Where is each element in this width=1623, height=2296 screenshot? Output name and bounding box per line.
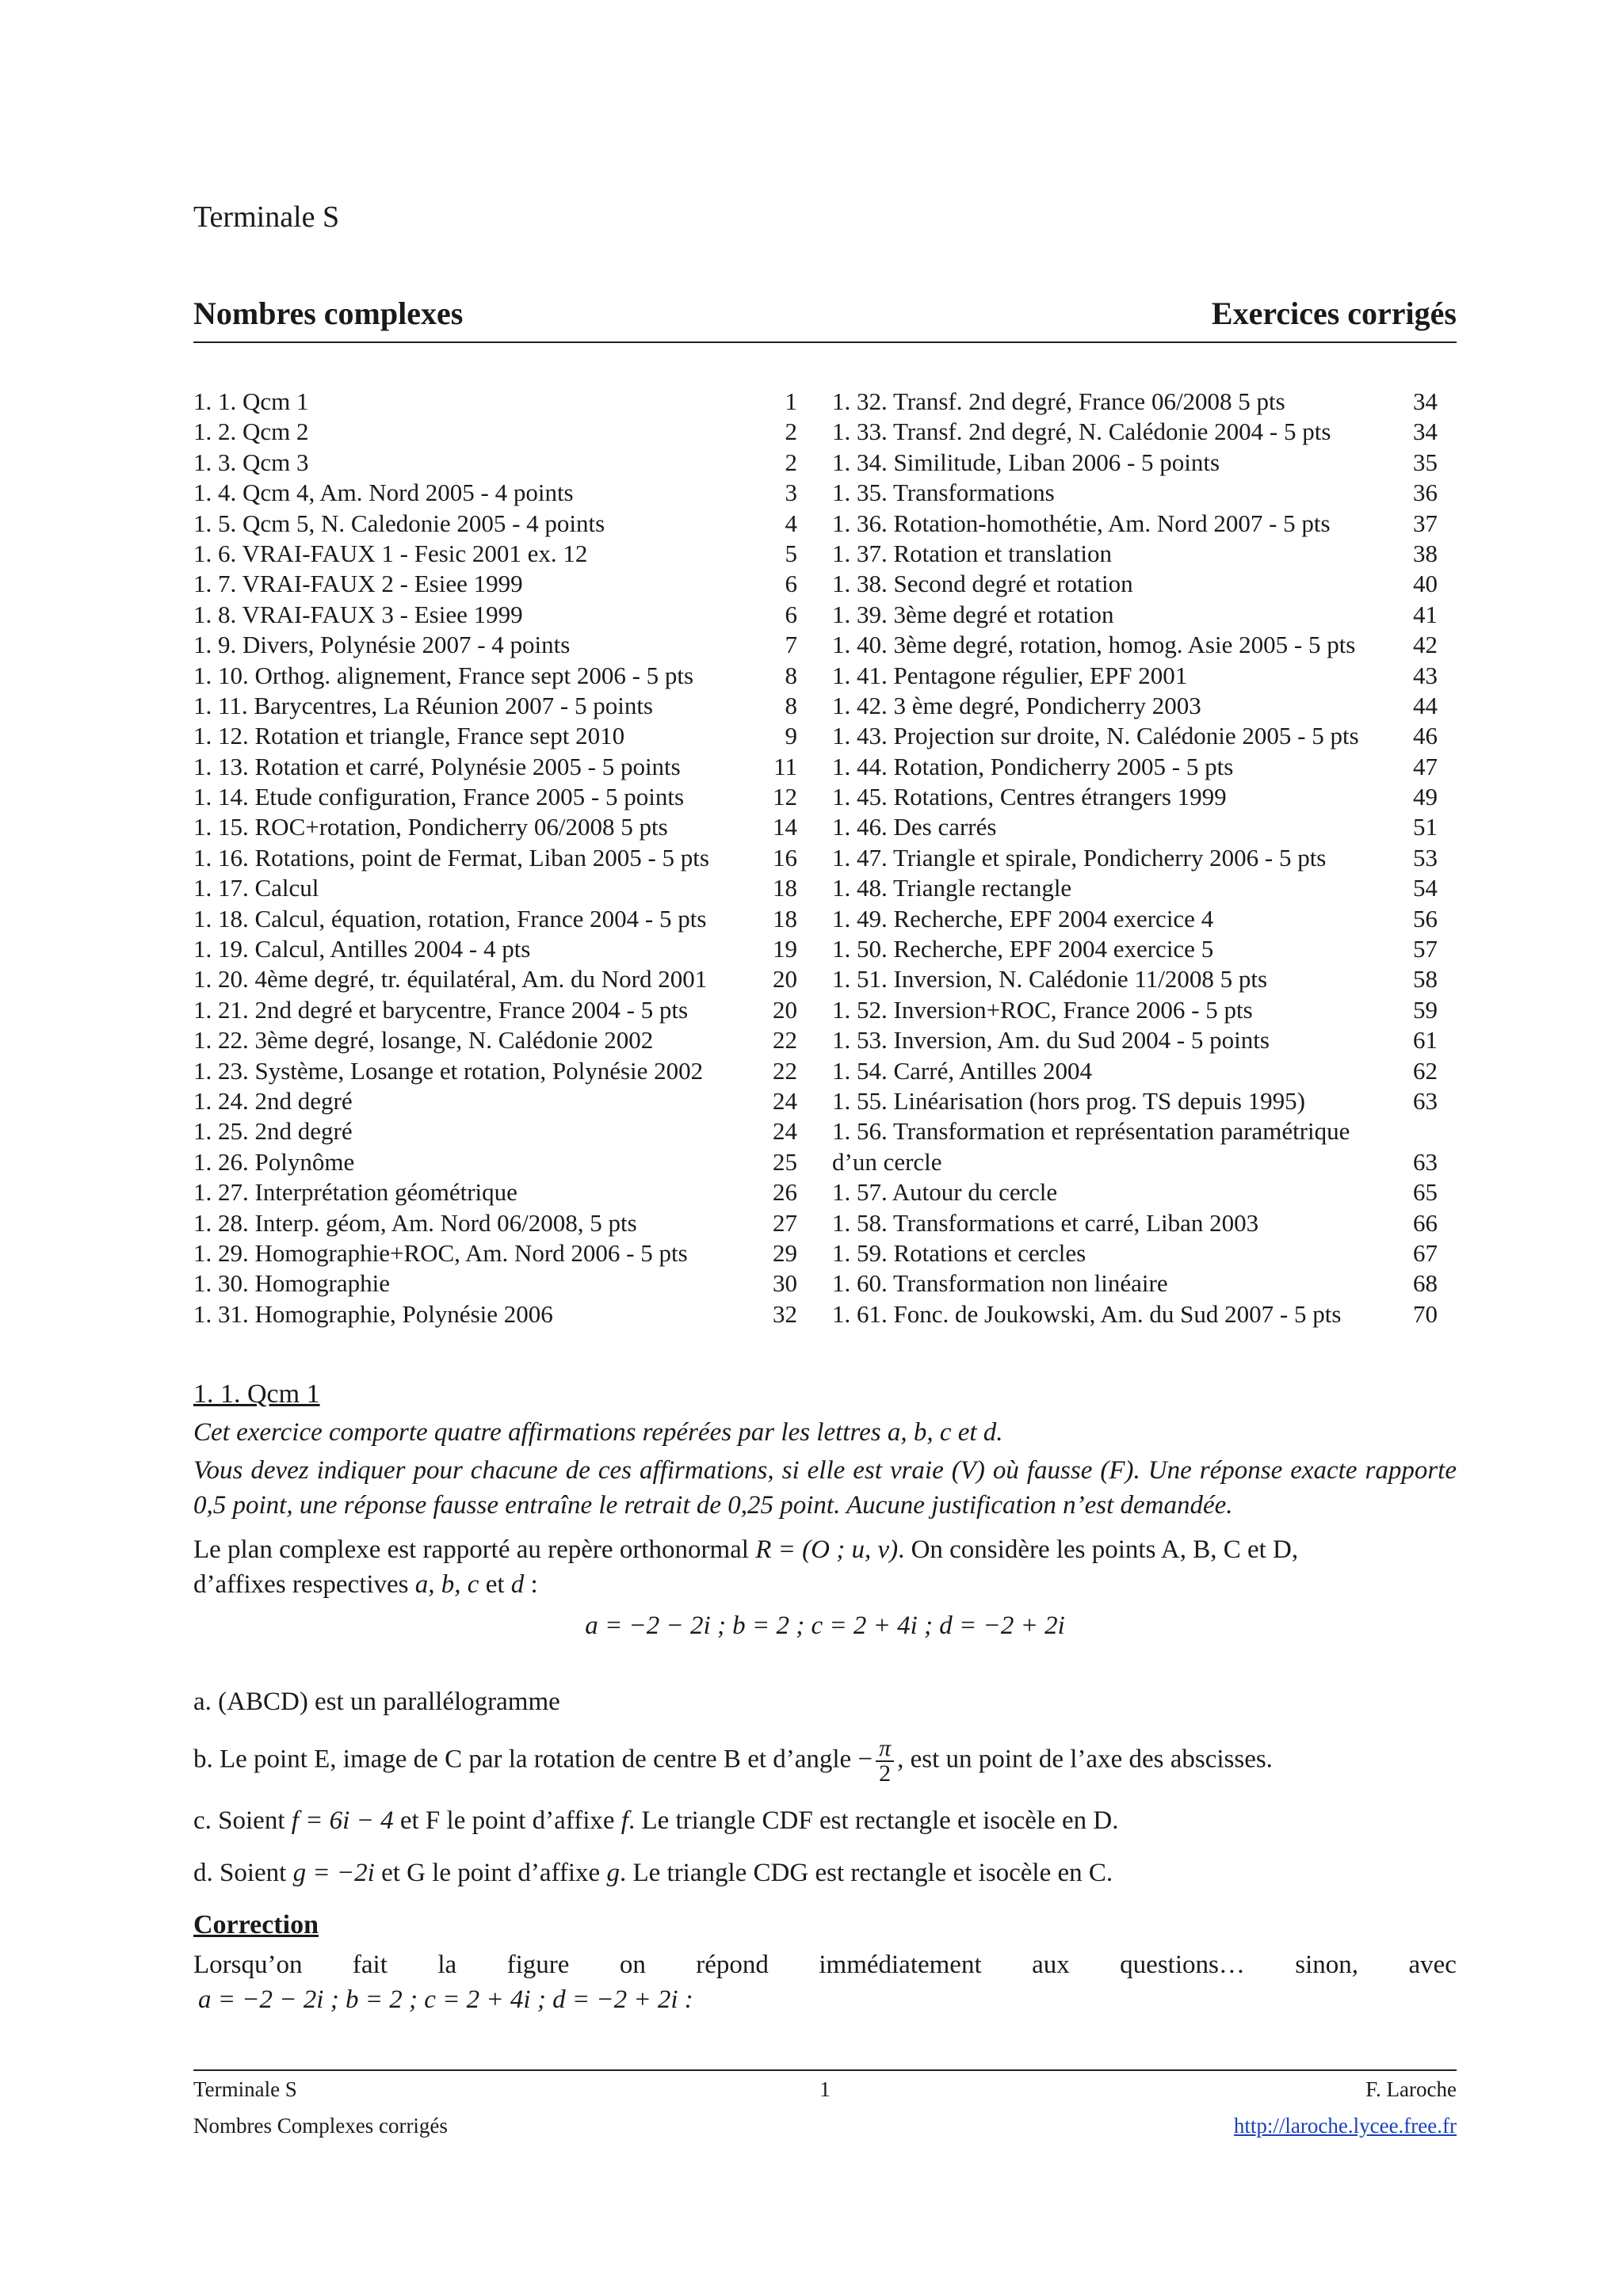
- correction-paragraph: [193, 1947, 1457, 1982]
- toc-entry-label: 1. 42. 3 ème degré, Pondicherry 2003: [832, 691, 1201, 719]
- toc-entry-page: 70: [1413, 1299, 1438, 1328]
- toc-entry[interactable]: [193, 539, 797, 569]
- toc-entry-page: 54: [1413, 874, 1438, 902]
- correction-word: avec: [1408, 1951, 1457, 1979]
- toc-entry-page: 40: [1413, 570, 1438, 598]
- toc-entry-label: 1. 60. Transformation non linéaire: [832, 1269, 1168, 1298]
- toc-entry-label: 1. 35. Transformations: [832, 479, 1055, 507]
- toc-entry[interactable]: [193, 661, 797, 691]
- toc-entry[interactable]: [193, 873, 797, 903]
- section-title: 1. 1. Qcm 1: [193, 1379, 320, 1409]
- toc-entry[interactable]: [193, 630, 797, 660]
- toc-entry[interactable]: [832, 448, 1438, 478]
- toc-entry[interactable]: [193, 387, 797, 417]
- toc-entry-label: 1. 48. Triangle rectangle: [832, 874, 1072, 902]
- correction-equation: a = −2 − 2i ; b = 2 ; c = 2 + 4i ; d = −2 + 2i :: [198, 1985, 693, 2014]
- toc-entry-label: 1. 58. Transformations et carré, Liban 2003: [832, 1208, 1259, 1237]
- page-footer: [193, 2069, 1457, 2144]
- toc-entry-label: 1. 44. Rotation, Pondicherry 2005 - 5 pts: [832, 752, 1234, 780]
- toc-entry-page: 35: [1413, 448, 1438, 476]
- question-c-text: c. Soient: [193, 1806, 285, 1835]
- toc-entry-page: 68: [1413, 1269, 1438, 1298]
- toc-entry-label: 1. 36. Rotation-homothétie, Am. Nord 2007 - 5 pts: [832, 509, 1331, 537]
- toc-entry-page: 32: [773, 1299, 797, 1328]
- toc-entry-page: 7: [785, 631, 797, 659]
- toc-entry[interactable]: [193, 1238, 797, 1268]
- toc-entry[interactable]: [193, 478, 797, 508]
- question-d-text: d. Soient: [193, 1859, 287, 1887]
- toc-entry-label: 1. 18. Calcul, équation, rotation, France 2004 - 5 pts: [193, 904, 707, 933]
- toc-entry[interactable]: [193, 904, 797, 934]
- plan-text-3: d’affixes respectives: [193, 1570, 409, 1599]
- toc-entry-page: 49: [1413, 783, 1438, 811]
- toc-entry-page: 56: [1413, 904, 1438, 933]
- question-c-text-3: . Le triangle CDF est rectangle et isocèle en D.: [628, 1806, 1119, 1835]
- toc-entry-label: 1. 27. Interprétation géométrique: [193, 1178, 517, 1207]
- toc-entry-label: 1. 9. Divers, Polynésie 2007 - 4 points: [193, 631, 571, 659]
- website-link[interactable]: http://laroche.lycee.free.fr: [1233, 2114, 1457, 2138]
- toc-entry-label: 1. 40. 3ème degré, rotation, homog. Asie 2005 - 5 pts: [832, 631, 1356, 659]
- toc-entry[interactable]: [832, 843, 1438, 873]
- toc-entry-label: 1. 12. Rotation et triangle, France sept 2010: [193, 722, 625, 750]
- toc-entry-label: 1. 45. Rotations, Centres étrangers 1999: [832, 783, 1227, 811]
- toc-entry-page: 14: [773, 813, 797, 841]
- toc-entry-page: 47: [1413, 752, 1438, 780]
- toc-entry[interactable]: [832, 1056, 1438, 1086]
- toc-entry[interactable]: [832, 1147, 1438, 1177]
- toc-entry-page: 43: [1413, 661, 1438, 689]
- toc-entry-label: 1. 61. Fonc. de Joukowski, Am. du Sud 2007 - 5 pts: [832, 1299, 1342, 1328]
- toc-entry-page: 57: [1413, 935, 1438, 963]
- toc-entry-page: 46: [1413, 722, 1438, 750]
- toc-entry[interactable]: [193, 1025, 797, 1055]
- toc-entry[interactable]: [832, 478, 1438, 508]
- toc-entry-page: 11: [773, 752, 797, 780]
- correction-word: on: [619, 1951, 646, 1979]
- toc-entry-page: 59: [1413, 995, 1438, 1024]
- toc-entry[interactable]: [832, 1177, 1438, 1207]
- footer-row-2: [193, 2107, 1457, 2144]
- correction-word: aux: [1032, 1951, 1070, 1979]
- question-b: [193, 1737, 1457, 1786]
- toc-entry-label: 1. 57. Autour du cercle: [832, 1178, 1058, 1207]
- toc-entry-label: 1. 51. Inversion, N. Calédonie 11/2008 5 pts: [832, 965, 1268, 994]
- toc-entry[interactable]: [193, 509, 797, 539]
- toc-entry-label: 1. 23. Système, Losange et rotation, Polynésie 2002: [193, 1056, 704, 1085]
- course-label: Terminale S: [193, 200, 340, 234]
- toc-entry-page: 53: [1413, 843, 1438, 871]
- toc-entry-page: [1414, 1116, 1438, 1146]
- toc-entry-label: 1. 11. Barycentres, La Réunion 2007 - 5 points: [193, 691, 653, 719]
- toc-entry-label: d’un cercle: [832, 1147, 942, 1176]
- toc-entry[interactable]: [832, 1116, 1438, 1146]
- toc-entry-label: 1. 10. Orthog. alignement, France sept 2006 - 5 pts: [193, 661, 694, 689]
- toc-entry-label: 1. 53. Inversion, Am. du Sud 2004 - 5 points: [832, 1026, 1270, 1055]
- toc-entry-label: 1. 49. Recherche, EPF 2004 exercice 4: [832, 904, 1214, 933]
- toc-entry-page: 34: [1413, 418, 1438, 446]
- footer-author: F. Laroche: [1365, 2077, 1457, 2101]
- toc-entry[interactable]: [832, 539, 1438, 569]
- toc-entry[interactable]: [832, 721, 1438, 751]
- toc-entry-label: 1. 25. 2nd degré: [193, 1117, 353, 1146]
- toc-entry-label: 1. 50. Recherche, EPF 2004 exercice 5: [832, 935, 1214, 963]
- toc-entry[interactable]: [832, 1299, 1438, 1329]
- toc-entry[interactable]: [832, 995, 1438, 1025]
- toc-entry-label: 1. 56. Transformation et représentation paramétrique: [832, 1117, 1350, 1146]
- page-number: 1: [819, 2077, 831, 2101]
- toc-entry-page: 6: [785, 600, 797, 628]
- document-subtitle: Exercices corrigés: [1211, 296, 1457, 331]
- toc-entry-label: 1. 2. Qcm 2: [193, 418, 309, 446]
- toc-entry[interactable]: [832, 661, 1438, 691]
- correction-word: questions…: [1120, 1951, 1245, 1979]
- toc-entry[interactable]: [832, 691, 1438, 721]
- toc-entry-label: 1. 55. Linéarisation (hors prog. TS depuis 1995): [832, 1086, 1305, 1115]
- toc-entry-page: 38: [1413, 539, 1438, 567]
- f-formula: f = 6i − 4: [291, 1806, 394, 1835]
- toc-entry-label: 1. 14. Etude configuration, France 2005 - 5 points: [193, 783, 685, 811]
- toc-entry[interactable]: [193, 569, 797, 599]
- toc-entry-page: 58: [1413, 965, 1438, 994]
- toc-entry-page: 41: [1413, 600, 1438, 628]
- question-d: [193, 1855, 1457, 1890]
- toc-entry-label: 1. 38. Second degré et rotation: [832, 570, 1133, 598]
- toc-entry[interactable]: [832, 964, 1438, 994]
- toc-entry-label: 1. 19. Calcul, Antilles 2004 - 4 pts: [193, 935, 531, 963]
- affix-vars: a, b, c: [414, 1570, 479, 1599]
- toc-entry-label: 1. 30. Homographie: [193, 1269, 390, 1298]
- toc-entry-page: 22: [773, 1056, 797, 1085]
- toc-entry-label: 1. 29. Homographie+ROC, Am. Nord 2006 - 5 pts: [193, 1238, 688, 1267]
- toc-entry[interactable]: [832, 417, 1438, 447]
- toc-entry-page: 16: [773, 843, 797, 871]
- toc-entry-page: 44: [1413, 691, 1438, 719]
- toc-entry-page: 67: [1413, 1238, 1438, 1267]
- toc-entry-page: 20: [773, 965, 797, 994]
- toc-entry-page: 62: [1413, 1056, 1438, 1085]
- toc-entry-page: 26: [773, 1178, 797, 1207]
- toc-entry[interactable]: [193, 1177, 797, 1207]
- title-bar: [193, 295, 1457, 343]
- toc-entry-page: 12: [773, 783, 797, 811]
- footer-row-1: [193, 2071, 1457, 2107]
- table-of-contents-right: [832, 387, 1438, 1329]
- toc-entry[interactable]: [193, 934, 797, 964]
- g-formula: g = −2i: [292, 1859, 375, 1887]
- toc-entry-page: 51: [1413, 813, 1438, 841]
- toc-entry-label: 1. 34. Similitude, Liban 2006 - 5 points: [832, 448, 1220, 476]
- toc-entry-page: 63: [1413, 1147, 1438, 1176]
- toc-entry[interactable]: [193, 752, 797, 782]
- question-d-text-2: et G le point d’affixe: [381, 1859, 601, 1887]
- footer-doc-title: Nombres Complexes corrigés: [193, 2114, 448, 2138]
- toc-entry-page: 66: [1413, 1208, 1438, 1237]
- toc-entry-label: 1. 21. 2nd degré et barycentre, France 2004 - 5 pts: [193, 995, 689, 1024]
- toc-entry-label: 1. 37. Rotation et translation: [832, 539, 1113, 567]
- toc-entry-page: 9: [785, 722, 797, 750]
- toc-entry[interactable]: [832, 509, 1438, 539]
- toc-entry-page: 8: [785, 661, 797, 689]
- correction-word: répond: [696, 1951, 769, 1979]
- question-b-text-2: , est un point de l’axe des abscisses.: [897, 1745, 1273, 1774]
- toc-entry-page: 18: [773, 874, 797, 902]
- minus-sign: −: [857, 1745, 873, 1774]
- affix-equation: a = −2 − 2i ; b = 2 ; c = 2 + 4i ; d = −2 + 2i: [585, 1611, 1065, 1640]
- toc-entry-label: 1. 54. Carré, Antilles 2004: [832, 1056, 1093, 1085]
- toc-entry-label: 1. 46. Des carrés: [832, 813, 997, 841]
- toc-entry[interactable]: [832, 873, 1438, 903]
- toc-entry-label: 1. 33. Transf. 2nd degré, N. Calédonie 2004 - 5 pts: [832, 418, 1331, 446]
- toc-entry[interactable]: [832, 387, 1438, 417]
- table-of-contents-left: [193, 387, 797, 1329]
- toc-entry-label: 1. 32. Transf. 2nd degré, France 06/2008 5 pts: [832, 387, 1285, 415]
- question-b-text: b. Le point E, image de C par la rotation de centre B et d’angle: [193, 1745, 852, 1774]
- toc-entry[interactable]: [193, 1268, 797, 1299]
- toc-entry-label: 1. 20. 4ème degré, tr. équilatéral, Am. du Nord 2001: [193, 965, 708, 994]
- toc-entry-page: 24: [773, 1086, 797, 1115]
- toc-entry[interactable]: [193, 1056, 797, 1086]
- toc-entry[interactable]: [832, 812, 1438, 842]
- correction-word: figure: [506, 1951, 570, 1979]
- toc-entry-label: 1. 13. Rotation et carré, Polynésie 2005 - 5 points: [193, 752, 681, 780]
- fraction-numerator: π: [876, 1737, 894, 1762]
- toc-entry-label: 1. 7. VRAI-FAUX 2 - Esiee 1999: [193, 570, 523, 598]
- toc-entry-label: 1. 26. Polynôme: [193, 1147, 355, 1176]
- toc-entry[interactable]: [193, 448, 797, 478]
- toc-entry-label: 1. 24. 2nd degré: [193, 1086, 353, 1115]
- toc-entry[interactable]: [193, 1147, 797, 1177]
- toc-entry-page: 5: [785, 539, 797, 567]
- affix-d: d: [510, 1570, 525, 1599]
- toc-entry[interactable]: [832, 904, 1438, 934]
- instructions-text: Vous devez indiquer pour chacune de ces affirmations, si elle est vraie (V) où fausse (F). Une réponse exacte rapporte 0,5 point, une réponse fausse entraîne le retrait de 0,25 point. Aucune justification n’est demandée.: [193, 1456, 1457, 1520]
- toc-entry[interactable]: [193, 1208, 797, 1238]
- toc-entry[interactable]: [832, 1238, 1438, 1268]
- toc-entry[interactable]: [193, 1116, 797, 1146]
- toc-entry[interactable]: [832, 1208, 1438, 1238]
- toc-entry[interactable]: [193, 964, 797, 994]
- correction-word: immédiatement: [819, 1951, 982, 1979]
- colon: :: [524, 1570, 538, 1599]
- toc-entry[interactable]: [193, 1299, 797, 1329]
- toc-entry[interactable]: [193, 1086, 797, 1116]
- toc-entry-page: 19: [773, 935, 797, 963]
- toc-entry-page: 2: [785, 448, 797, 476]
- toc-entry[interactable]: [832, 752, 1438, 782]
- toc-entry-page: 6: [785, 570, 797, 598]
- correction-word: la: [437, 1951, 457, 1979]
- toc-entry[interactable]: [193, 843, 797, 873]
- toc-entry-label: 1. 17. Calcul: [193, 874, 319, 902]
- toc-entry-page: 25: [773, 1147, 797, 1176]
- toc-entry-page: 61: [1413, 1026, 1438, 1055]
- toc-entry-label: 1. 8. VRAI-FAUX 3 - Esiee 1999: [193, 600, 523, 628]
- correction-word: Lorsqu’on: [193, 1951, 303, 1979]
- toc-entry-page: 63: [1413, 1086, 1438, 1115]
- toc-entry-label: 1. 28. Interp. géom, Am. Nord 06/2008, 5 pts: [193, 1208, 637, 1237]
- toc-entry[interactable]: [193, 782, 797, 812]
- toc-entry[interactable]: [193, 812, 797, 842]
- toc-entry-page: 30: [773, 1269, 797, 1298]
- toc-entry-label: 1. 16. Rotations, point de Fermat, Liban 2005 - 5 pts: [193, 843, 709, 871]
- correction-heading: Correction: [193, 1910, 319, 1939]
- fraction-pi-over-2: [876, 1737, 894, 1786]
- toc-entry[interactable]: [832, 1086, 1438, 1116]
- toc-entry[interactable]: [193, 995, 797, 1025]
- fraction-denominator: 2: [879, 1760, 892, 1787]
- plan-text-2: . On considère les points A, B, C et D,: [898, 1535, 1299, 1564]
- g-var: g: [606, 1859, 620, 1887]
- toc-entry-page: 29: [773, 1238, 797, 1267]
- toc-entry-page: 37: [1413, 509, 1438, 537]
- toc-entry-label: 1. 59. Rotations et cercles: [832, 1238, 1086, 1267]
- toc-entry-label: 1. 1. Qcm 1: [193, 387, 309, 415]
- f-var: f: [621, 1806, 628, 1835]
- toc-entry[interactable]: [193, 417, 797, 447]
- toc-entry-label: 1. 6. VRAI-FAUX 1 - Fesic 2001 ex. 12: [193, 539, 588, 567]
- question-d-text-3: . Le triangle CDG est rectangle et isocèle en C.: [619, 1859, 1113, 1887]
- correction-word: sinon,: [1295, 1951, 1359, 1979]
- toc-entry[interactable]: [832, 1025, 1438, 1055]
- toc-entry-page: 36: [1413, 479, 1438, 507]
- toc-entry-page: 2: [785, 418, 797, 446]
- toc-entry[interactable]: [832, 569, 1438, 599]
- frame-formula: R = (O ; u, v): [755, 1535, 899, 1564]
- footer-course: Terminale S: [193, 2077, 297, 2101]
- toc-entry-page: 27: [773, 1208, 797, 1237]
- toc-entry-page: 24: [773, 1117, 797, 1146]
- toc-entry[interactable]: [832, 934, 1438, 964]
- toc-entry-page: 18: [773, 904, 797, 933]
- toc-entry-label: 1. 52. Inversion+ROC, France 2006 - 5 pts: [832, 995, 1253, 1024]
- toc-entry[interactable]: [193, 691, 797, 721]
- toc-entry[interactable]: [832, 630, 1438, 660]
- toc-entry-label: 1. 43. Projection sur droite, N. Calédonie 2005 - 5 pts: [832, 722, 1359, 750]
- intro-text: Cet exercice comporte quatre affirmations repérées par les lettres a, b, c et d.: [193, 1418, 1003, 1447]
- document-title: Nombres complexes: [193, 296, 464, 331]
- toc-entry-page: 3: [785, 479, 797, 507]
- exercise-body: [193, 1377, 1457, 2017]
- and-text: et: [479, 1570, 511, 1599]
- toc-entry-page: 65: [1413, 1178, 1438, 1207]
- toc-entry-page: 42: [1413, 631, 1438, 659]
- toc-entry[interactable]: [193, 721, 797, 751]
- question-c-text-2: et F le point d’affixe: [399, 1806, 615, 1835]
- plan-paragraph: [193, 1532, 1457, 1602]
- toc-entry-label: 1. 15. ROC+rotation, Pondicherry 06/2008 5 pts: [193, 813, 668, 841]
- toc-entry-label: 1. 41. Pentagone régulier, EPF 2001: [832, 661, 1188, 689]
- question-a: a. (ABCD) est un parallélogramme: [193, 1688, 560, 1716]
- correction-word: fait: [352, 1951, 388, 1979]
- toc-entry-label: 1. 3. Qcm 3: [193, 448, 309, 476]
- toc-entry-page: 34: [1413, 387, 1438, 415]
- toc-entry-page: 20: [773, 995, 797, 1024]
- toc-entry-label: 1. 47. Triangle et spirale, Pondicherry 2006 - 5 pts: [832, 843, 1327, 871]
- toc-entry-label: 1. 22. 3ème degré, losange, N. Calédonie 2002: [193, 1026, 654, 1055]
- question-c: [193, 1803, 1457, 1838]
- toc-entry-label: 1. 4. Qcm 4, Am. Nord 2005 - 4 points: [193, 479, 574, 507]
- toc-entry-label: 1. 39. 3ème degré et rotation: [832, 600, 1114, 628]
- toc-entry[interactable]: [193, 600, 797, 630]
- toc-entry-label: 1. 5. Qcm 5, N. Caledonie 2005 - 4 points: [193, 509, 605, 537]
- toc-entry[interactable]: [832, 782, 1438, 812]
- toc-entry-page: 22: [773, 1026, 797, 1055]
- toc-entry[interactable]: [832, 1268, 1438, 1299]
- toc-entry-label: 1. 31. Homographie, Polynésie 2006: [193, 1299, 553, 1328]
- toc-entry-page: 8: [785, 691, 797, 719]
- toc-entry-page: 1: [785, 387, 797, 415]
- toc-entry-page: 4: [785, 509, 797, 537]
- toc-entry[interactable]: [832, 600, 1438, 630]
- plan-text: Le plan complexe est rapporté au repère orthonormal: [193, 1535, 749, 1564]
